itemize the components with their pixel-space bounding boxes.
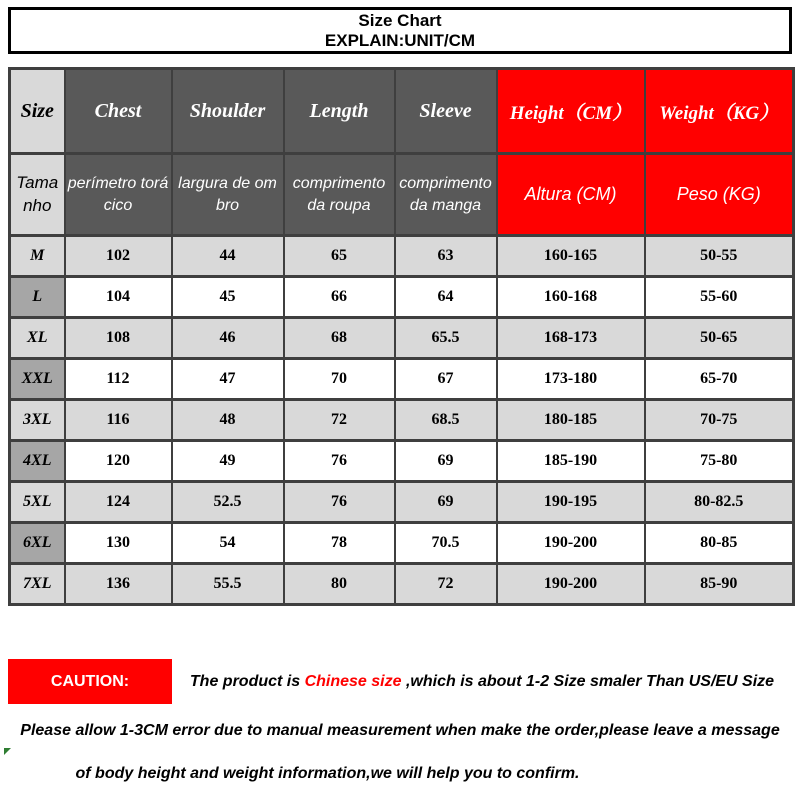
caution-badge: CAUTION: (8, 659, 172, 704)
table-row-7xl (10, 564, 794, 605)
shoulder-cell: 52.5 (172, 482, 284, 523)
table-row-xl (10, 318, 794, 359)
chest-cell: 112 (65, 359, 172, 400)
weight-cell: 65-70 (645, 359, 794, 400)
table-row-xxl (10, 359, 794, 400)
header-chest-pt: perímetro torácico (65, 154, 172, 236)
size-cell: M (10, 236, 65, 277)
chest-cell: 116 (65, 400, 172, 441)
size-table (8, 67, 795, 606)
shoulder-cell: 44 (172, 236, 284, 277)
size-cell: 7XL (10, 564, 65, 605)
length-cell: 76 (284, 482, 395, 523)
size-cell: 5XL (10, 482, 65, 523)
height-cell: 190-200 (497, 564, 645, 605)
table-row-5xl (10, 482, 794, 523)
height-cell: 190-195 (497, 482, 645, 523)
header-size: Size (10, 69, 65, 154)
length-cell: 66 (284, 277, 395, 318)
height-cell: 160-165 (497, 236, 645, 277)
sleeve-cell: 72 (395, 564, 497, 605)
height-cell: 173-180 (497, 359, 645, 400)
header-row-en (10, 69, 794, 154)
shoulder-cell: 45 (172, 277, 284, 318)
caution-highlight: Chinese size (304, 672, 402, 690)
sleeve-cell: 70.5 (395, 523, 497, 564)
length-cell: 72 (284, 400, 395, 441)
header-sleeve: Sleeve (395, 69, 497, 154)
weight-cell: 50-55 (645, 236, 794, 277)
shoulder-cell: 54 (172, 523, 284, 564)
weight-cell: 85-90 (645, 564, 794, 605)
size-cell: XL (10, 318, 65, 359)
caution-text-after: ,which is about 1-2 Size smaler Than US/EU Size (401, 672, 775, 690)
shoulder-cell: 48 (172, 400, 284, 441)
length-cell: 76 (284, 441, 395, 482)
height-cell: 185-190 (497, 441, 645, 482)
weight-cell: 75-80 (645, 441, 794, 482)
length-cell: 78 (284, 523, 395, 564)
table-row-6xl (10, 523, 794, 564)
header-length-pt: comprimento da roupa (284, 154, 395, 236)
shoulder-cell: 55.5 (172, 564, 284, 605)
chest-cell: 130 (65, 523, 172, 564)
table-row-4xl (10, 441, 794, 482)
chest-cell: 102 (65, 236, 172, 277)
size-cell: L (10, 277, 65, 318)
height-cell: 190-200 (497, 523, 645, 564)
table-row-l (10, 277, 794, 318)
stray-green-triangle-icon (4, 748, 11, 755)
note-line-2: of body height and weight information,we will help you to confirm. (75, 765, 580, 782)
caution-text-before: The product is (189, 672, 305, 690)
shoulder-cell: 47 (172, 359, 284, 400)
length-cell: 65 (284, 236, 395, 277)
height-cell: 180-185 (497, 400, 645, 441)
sleeve-cell: 64 (395, 277, 497, 318)
page-subtitle: EXPLAIN:UNIT/CM (324, 30, 476, 50)
weight-cell: 55-60 (645, 277, 794, 318)
sleeve-cell: 69 (395, 482, 497, 523)
height-cell: 168-173 (497, 318, 645, 359)
sleeve-cell: 69 (395, 441, 497, 482)
sleeve-cell: 68.5 (395, 400, 497, 441)
chest-cell: 120 (65, 441, 172, 482)
header-height-pt: Altura (CM) (497, 154, 645, 236)
header-shoulder-pt: largura de ombro (172, 154, 284, 236)
shoulder-cell: 46 (172, 318, 284, 359)
caution-row (8, 659, 792, 704)
weight-cell: 80-82.5 (645, 482, 794, 523)
header-length: Length (284, 69, 395, 154)
note-line-1: Please allow 1-3CM error due to manual measurement when make the order,please leave a message (20, 722, 780, 739)
table-row-3xl (10, 400, 794, 441)
header-row-pt (10, 154, 794, 236)
length-cell: 68 (284, 318, 395, 359)
size-cell: XXL (10, 359, 65, 400)
sleeve-cell: 63 (395, 236, 497, 277)
chest-cell: 104 (65, 277, 172, 318)
weight-cell: 50-65 (645, 318, 794, 359)
chest-cell: 108 (65, 318, 172, 359)
header-sleeve-pt: comprimento da manga (395, 154, 497, 236)
header-weight-pt: Peso (KG) (645, 154, 794, 236)
header-weight: Weight（KG） (645, 69, 794, 154)
length-cell: 80 (284, 564, 395, 605)
table-row-m (10, 236, 794, 277)
title-box (8, 7, 792, 54)
size-cell: 4XL (10, 441, 65, 482)
chest-cell: 124 (65, 482, 172, 523)
page-title: Size Chart (358, 10, 442, 30)
header-size-pt: Tamanho (10, 154, 65, 236)
sleeve-cell: 67 (395, 359, 497, 400)
sleeve-cell: 65.5 (395, 318, 497, 359)
shoulder-cell: 49 (172, 441, 284, 482)
weight-cell: 80-85 (645, 523, 794, 564)
size-cell: 3XL (10, 400, 65, 441)
chest-cell: 136 (65, 564, 172, 605)
height-cell: 160-168 (497, 277, 645, 318)
caution-text (172, 659, 792, 704)
size-cell: 6XL (10, 523, 65, 564)
length-cell: 70 (284, 359, 395, 400)
weight-cell: 70-75 (645, 400, 794, 441)
header-chest: Chest (65, 69, 172, 154)
header-shoulder: Shoulder (172, 69, 284, 154)
header-height: Height（CM） (497, 69, 645, 154)
